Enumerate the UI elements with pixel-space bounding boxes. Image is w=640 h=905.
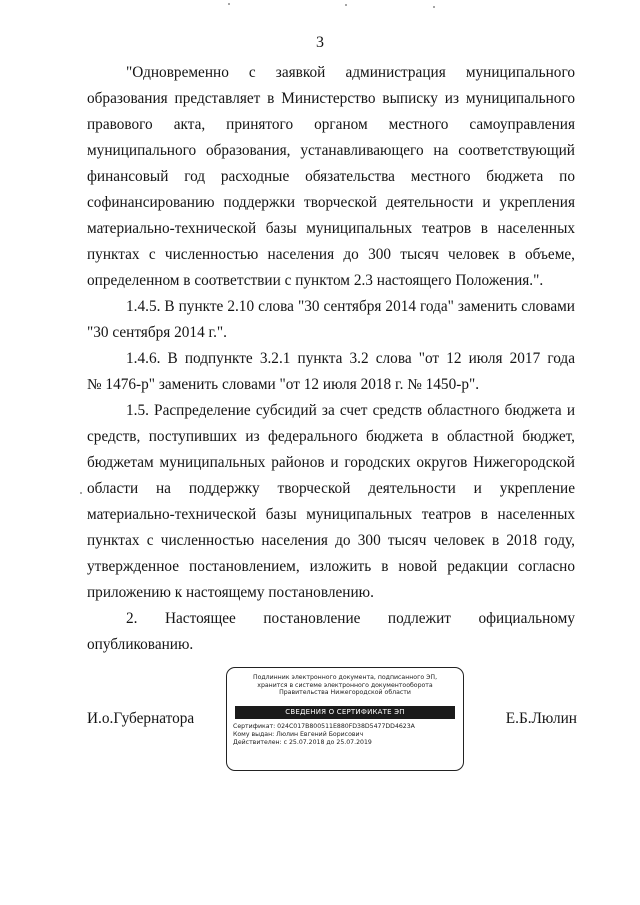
- paragraph-1: [87, 60, 575, 294]
- text-line: материально-технической базы муниципальных театров в населенных: [87, 220, 575, 237]
- text-line: утвержденное постановлением, изложить в новой редакции согласно: [87, 558, 575, 575]
- text-line: средств, поступивших из федерального бюджета в областной бюджет,: [87, 428, 575, 445]
- text-line: бюджетам муниципальных районов и городских округов Нижегородской: [87, 454, 575, 471]
- text-line: образования представляет в Министерство выписку из муниципального: [87, 90, 575, 107]
- scan-artifact: [228, 3, 230, 5]
- stamp-header: [233, 674, 457, 697]
- stamp-header-line: Подлинник электронного документа, подписанного ЭП,: [252, 674, 438, 681]
- text-line: № 1476-р" заменить словами "от 12 июля 2018 г. № 1450-р".: [87, 376, 480, 393]
- text-line: опубликованию.: [87, 636, 194, 653]
- stamp-validity: Действителен: с 25.07.2018 до 25.07.2019: [233, 739, 372, 746]
- text-line: "30 сентября 2014 г.".: [87, 324, 227, 341]
- paragraph-2: [87, 606, 575, 658]
- text-line: 1.4.5. В пункте 2.10 слова "30 сентября 2014 года" заменить словами: [126, 298, 575, 315]
- scan-artifact: [80, 492, 82, 494]
- text-line: пунктах с численностью населения до 300 тысяч человек в 2018 году,: [87, 532, 575, 549]
- text-line: области на поддержку творческой деятельности и укрепление: [87, 480, 575, 497]
- signature-row: [87, 710, 577, 734]
- signer-title: И.о.Губернатора: [87, 710, 195, 727]
- paragraph-1-4-6: [87, 346, 575, 398]
- stamp-issued-to: Кому выдан: Люлин Евгений Борисович: [233, 731, 364, 738]
- text-line: муниципального образования, устанавливающего на соответствующий: [87, 142, 575, 159]
- text-line: 2. Настоящее постановление подлежит официальному: [126, 610, 575, 627]
- text-line: 1.4.6. В подпункте 3.2.1 пункта 3.2 слова "от 12 июля 2017 года: [126, 350, 575, 367]
- text-line: софинансированию поддержки творческой деятельности и укрепления: [87, 194, 575, 211]
- signer-name: Е.Б.Люлин: [505, 710, 577, 727]
- text-line: пунктах с численностью населения до 300 тысяч человек в объеме,: [87, 246, 575, 263]
- stamp-certificate-id: Сертификат: 024C017B800511E880FD38D5477DD4623A: [233, 723, 415, 730]
- stamp-header-line: хранится в системе электронного документооборота: [257, 681, 433, 689]
- page-number: 3: [316, 34, 324, 51]
- text-line: финансовый год расходные обязательства местного бюджета по: [87, 168, 575, 185]
- text-line: 1.5. Распределение субсидий за счет средств областного бюджета и: [126, 402, 575, 419]
- document-body: [87, 60, 575, 658]
- scan-artifact: [345, 4, 347, 6]
- paragraph-1-5: [87, 398, 575, 606]
- stamp-certificate-bar: СВЕДЕНИЯ О СЕРТИФИКАТЕ ЭП: [235, 706, 455, 719]
- stamp-header-line: Правительства Нижегородской области: [279, 689, 411, 697]
- text-line: приложению к настоящему постановлению.: [87, 584, 374, 601]
- text-line: "Одновременно с заявкой администрация муниципального: [126, 64, 575, 81]
- scan-artifact: [433, 6, 435, 8]
- text-line: определенном в соответствии с пунктом 2.3 настоящего Положения.".: [87, 272, 544, 289]
- text-line: правового акта, принятого органом местного самоуправления: [87, 116, 575, 133]
- paragraph-1-4-5: [87, 294, 575, 346]
- text-line: материально-технической базы муниципальных театров в населенных: [87, 506, 575, 523]
